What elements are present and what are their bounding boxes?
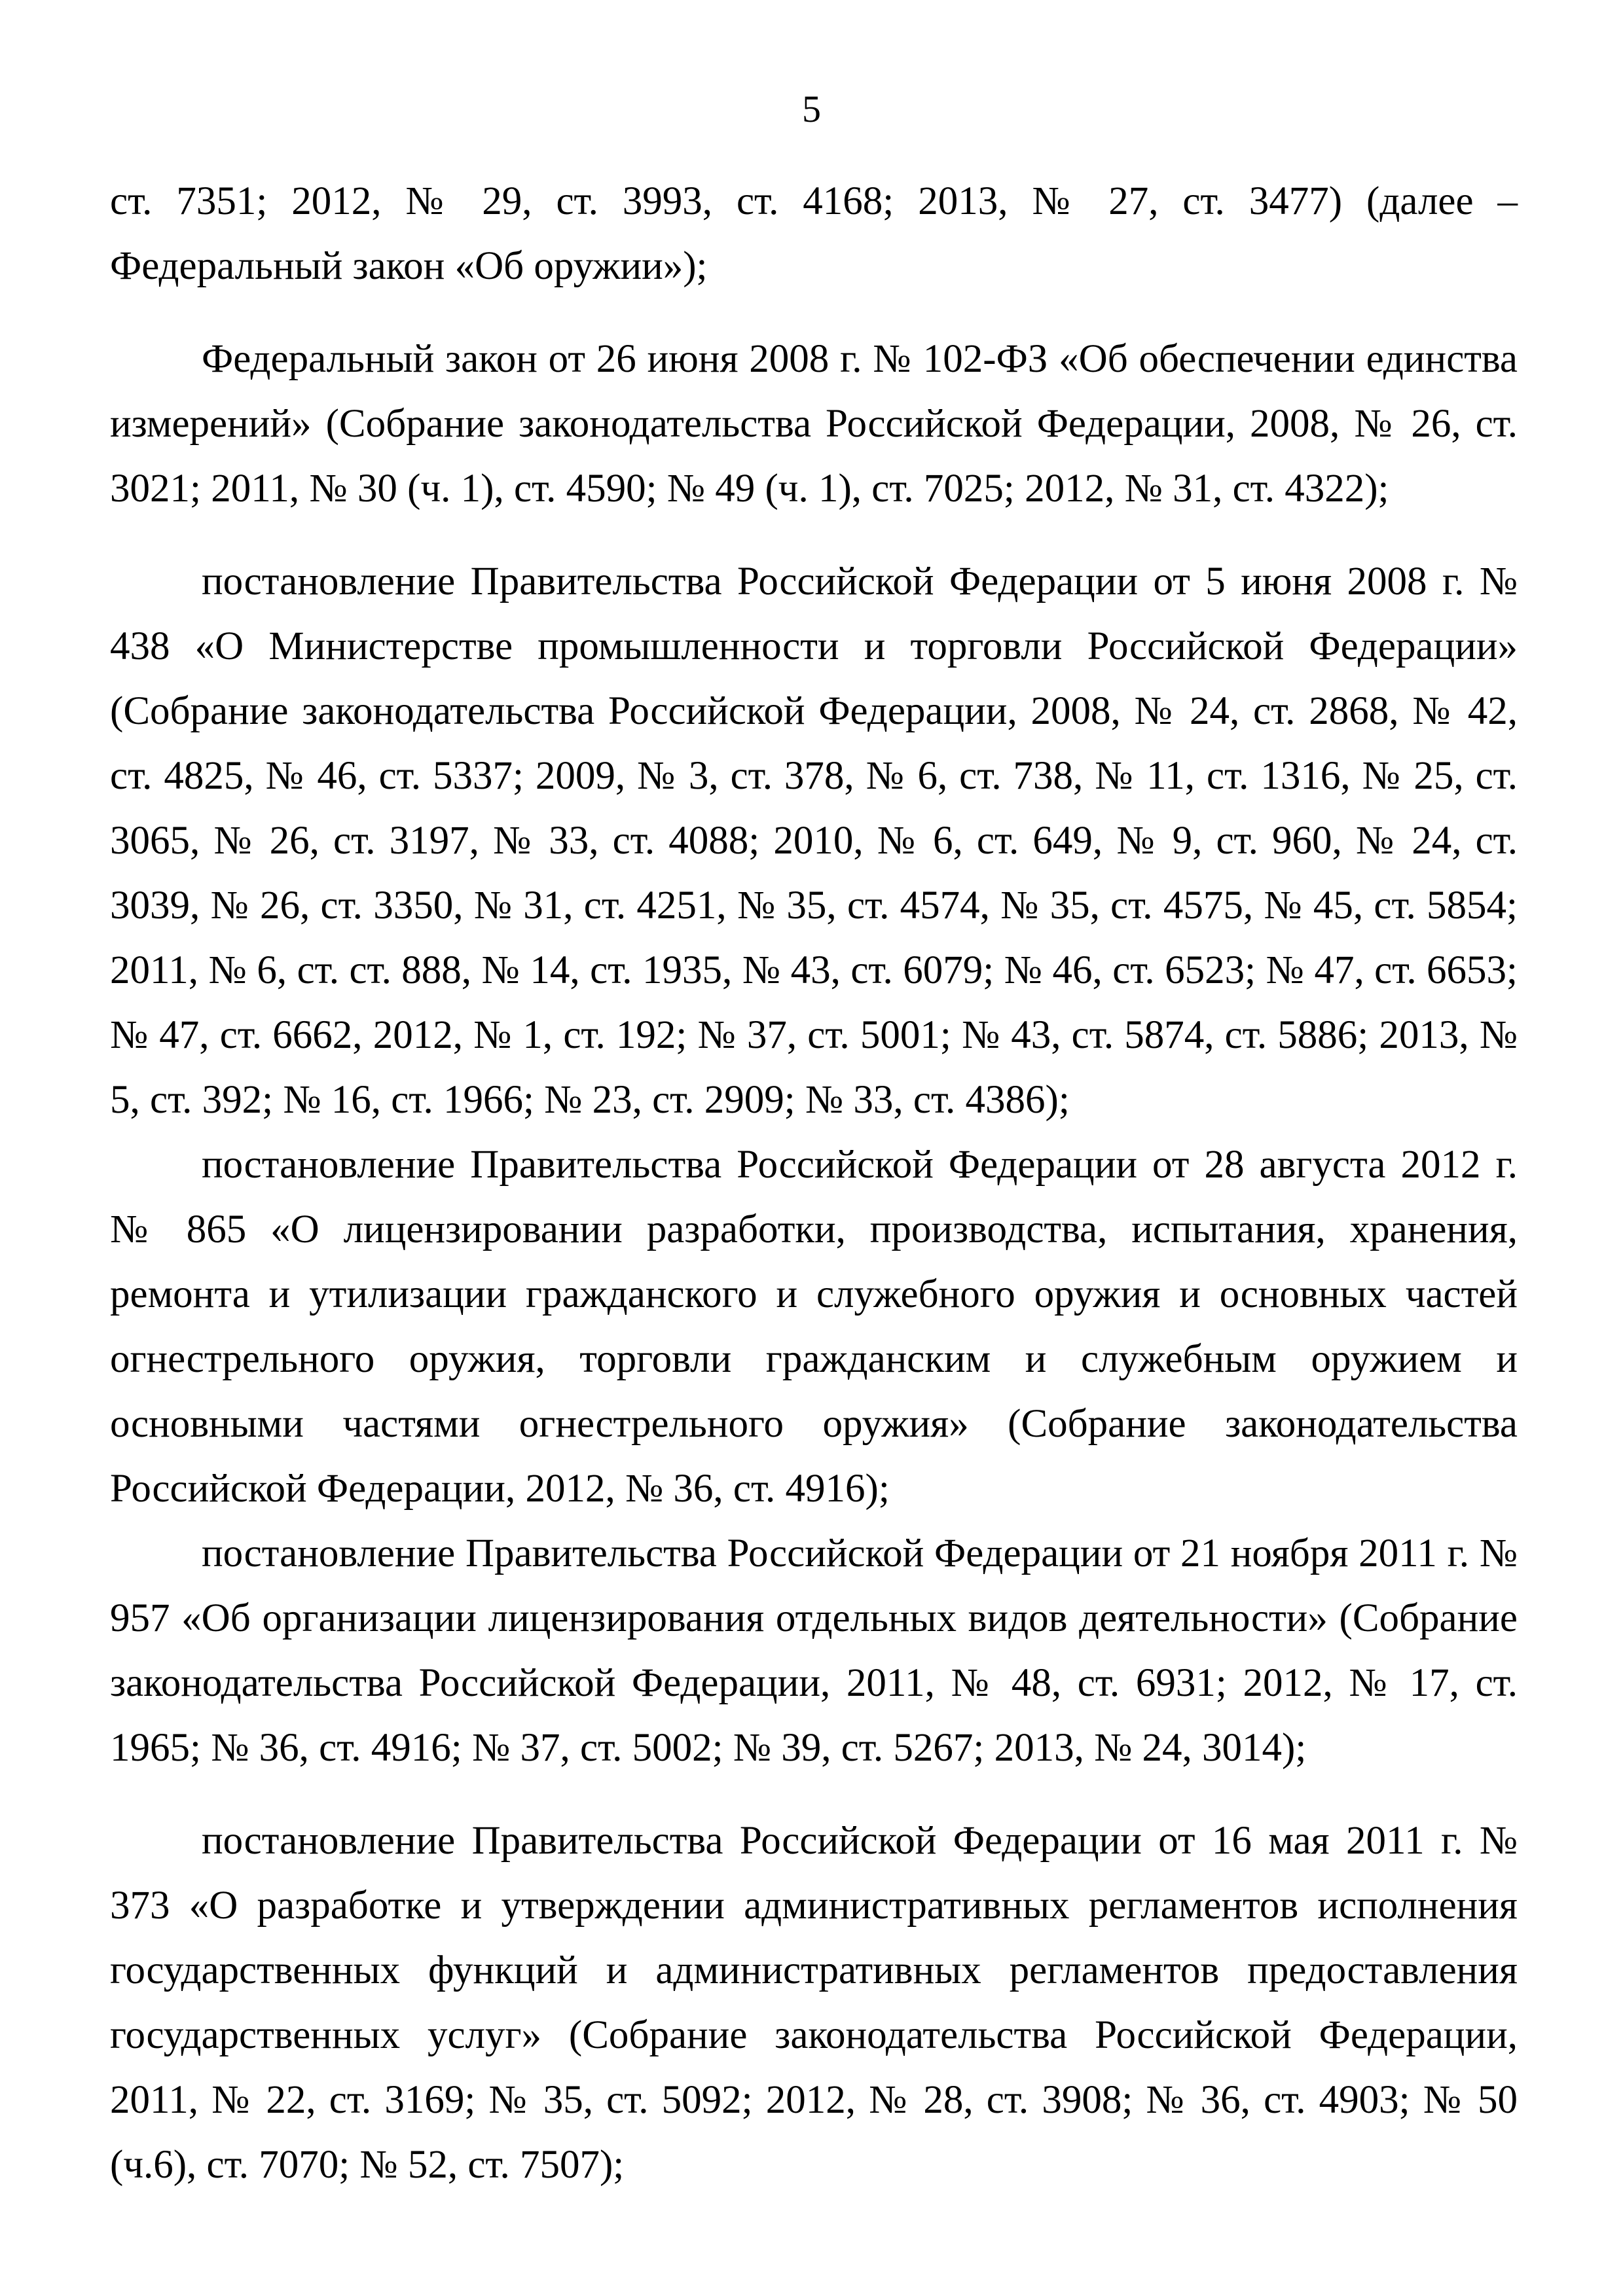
paragraph-resolution-373: постановление Правительства Российской Федерации от 16 мая 2011 г. № 373 «О разработке и утверждении административных регламентов исполнения государственных функций и административных регламентов предоставления государственных услуг» (Собрание законодательства Российской Федерации, 2011, № 22, ст. 3169; № 35, ст. 5092; 2012, № 28, ст. 3908; № 36, ст. 4903; № 50 (ч.6), ст. 7070; № 52, ст. 7507);	[110, 1819, 1518, 2187]
paragraph-resolution-865: постановление Правительства Российской Федерации от 28 августа 2012 г. № 865 «О лицензировании разработки, производства, испытания, хранения, ремонта и утилизации гражданского и служебного оружия и основных частей огнестрельного оружия, торговли гражданским и служебным оружием и основными частями огнестрельного оружия» (Собрание законодательства Российской Федерации, 2012, № 36, ст. 4916);	[110, 1143, 1518, 1511]
page-number: 5	[802, 88, 821, 130]
document-body	[110, 169, 1518, 2197]
paragraph-resolution-438: постановление Правительства Российской Федерации от 5 июня 2008 г. № 438 «О Министерстве промышленности и торговли Российской Федерации» (Собрание законодательства Российской Федерации, 2008, № 24, ст. 2868, № 42, ст. 4825, № 46, ст. 5337; 2009, № 3, ст. 378, № 6, ст. 738, № 11, ст. 1316, № 25, ст. 3065, № 26, ст. 3197, № 33, ст. 4088; 2010, № 6, ст. 649, № 9, ст. 960, № 24, ст. 3039, № 26, ст. 3350, № 31, ст. 4251, № 35, ст. 4574, № 35, ст. 4575, № 45, ст. 5854; 2011, № 6, ст. ст. 888, № 14, ст. 1935, № 43, ст. 6079; № 46, ст. 6523; № 47, ст. 6653; № 47, ст. 6662, 2012, № 1, ст. 192; № 37, ст. 5001; № 43, ст. 5874, ст. 5886; 2013, № 5, ст. 392; № 16, ст. 1966; № 23, ст. 2909; № 33, ст. 4386);	[110, 560, 1518, 1122]
paragraph-resolution-957: постановление Правительства Российской Федерации от 21 ноября 2011 г. № 957 «Об организации лицензирования отдельных видов деятельности» (Собрание законодательства Российской Федерации, 2011, № 48, ст. 6931; 2012, № 17, ст. 1965; № 36, ст. 4916; № 37, ст. 5002; № 39, ст. 5267; 2013, № 24, 3014);	[110, 1532, 1518, 1770]
paragraph-law-on-weapons-continuation: ст. 7351; 2012, № 29, ст. 3993, ст. 4168; 2013, № 27, ст. 3477) (далее – Федеральный закон «Об оружии»);	[110, 179, 1518, 288]
paragraph-federal-law-102-fz: Федеральный закон от 26 июня 2008 г. № 102-ФЗ «Об обеспечении единства измерений» (Собрание законодательства Российской Федерации, 2008, № 26, ст. 3021; 2011, № 30 (ч. 1), ст. 4590; № 49 (ч. 1), ст. 7025; 2012, № 31, ст. 4322);	[110, 337, 1518, 511]
